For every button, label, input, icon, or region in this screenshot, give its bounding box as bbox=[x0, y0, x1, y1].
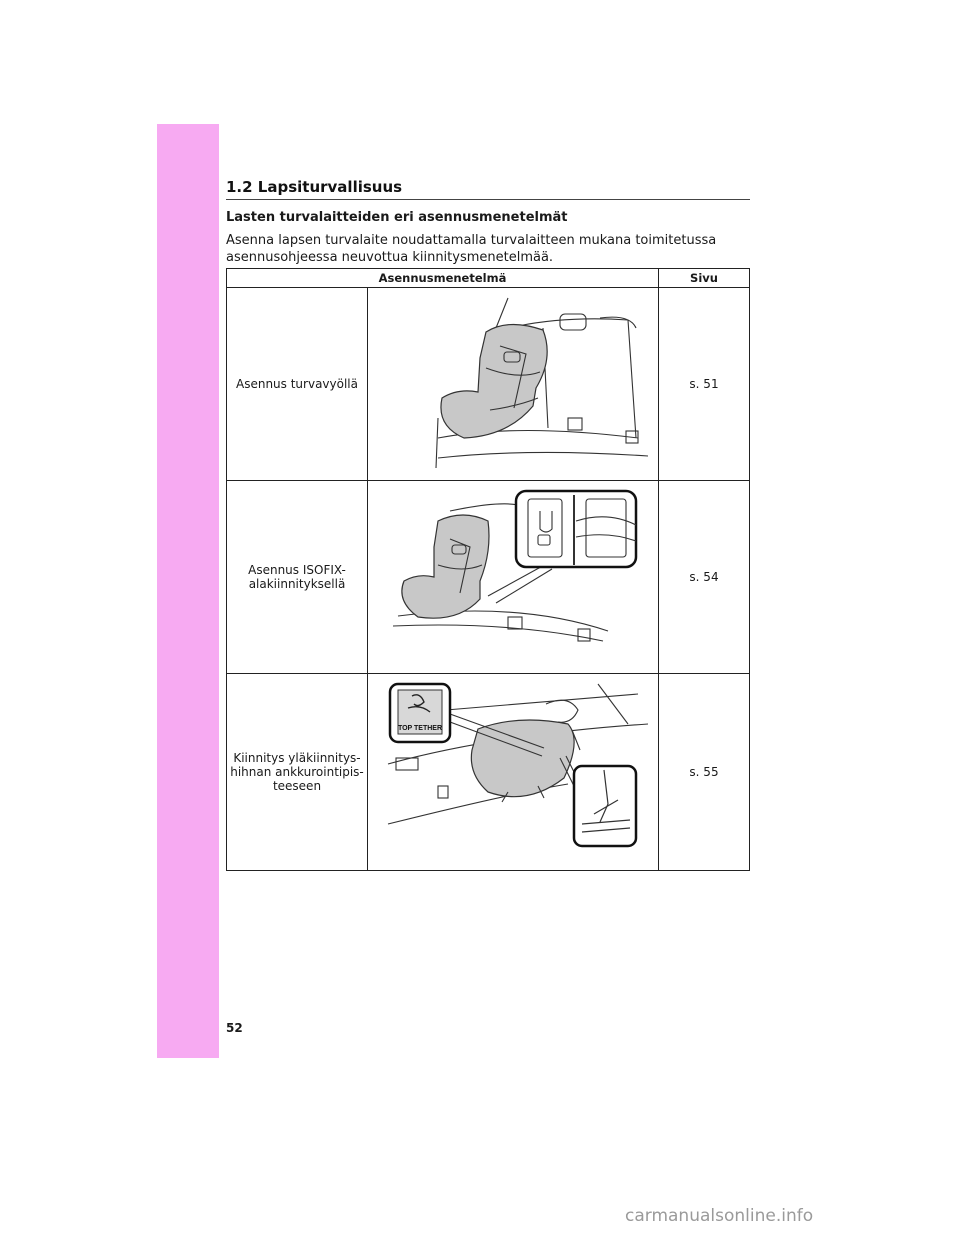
watermark: carmanualsonline.info bbox=[625, 1206, 814, 1226]
intro-paragraph: Asenna lapsen turvalaite noudattamalla turvalaitteen mukana toimitetussa asennusohjeessa neuvottua kiinnitysmenetelmää. bbox=[226, 233, 717, 265]
installation-methods-table bbox=[226, 268, 750, 871]
seatbelt-install-illustration bbox=[368, 288, 659, 481]
section-divider bbox=[226, 199, 750, 200]
top-tether-illustration bbox=[368, 674, 659, 871]
page-reference: s. 54 bbox=[659, 481, 750, 674]
chapter-tab-bar bbox=[157, 124, 219, 1058]
page-reference: s. 51 bbox=[659, 288, 750, 481]
isofix-install-illustration bbox=[368, 481, 659, 674]
header-method: Asennusmenetelmä bbox=[227, 269, 659, 288]
subheading: Lasten turvalaitteiden eri asennusmenetelmät bbox=[226, 210, 568, 225]
child-seat-shape bbox=[441, 324, 547, 438]
table-row bbox=[227, 481, 750, 674]
table-row bbox=[227, 674, 750, 871]
isofix-anchor-closeup bbox=[516, 491, 636, 567]
method-label: Asennus turvavyöllä bbox=[227, 288, 368, 481]
seatbelt-install-drawing bbox=[368, 288, 658, 480]
table-header-row bbox=[227, 269, 750, 288]
method-label: Asennus ISOFIX-alakiinnityksellä bbox=[227, 481, 368, 674]
top-tether-drawing bbox=[368, 674, 658, 870]
table-row bbox=[227, 288, 750, 481]
method-label: Kiinnitys yläkiinnitys-hihnan ankkurointipis-teeseen bbox=[227, 674, 368, 871]
top-tether-badge: TOP TETHER bbox=[397, 725, 443, 732]
header-page: Sivu bbox=[659, 269, 750, 288]
page-number: 52 bbox=[226, 1021, 243, 1035]
section-title: 1.2 Lapsiturvallisuus bbox=[226, 178, 403, 196]
isofix-install-drawing bbox=[368, 481, 658, 673]
page-reference: s. 55 bbox=[659, 674, 750, 871]
